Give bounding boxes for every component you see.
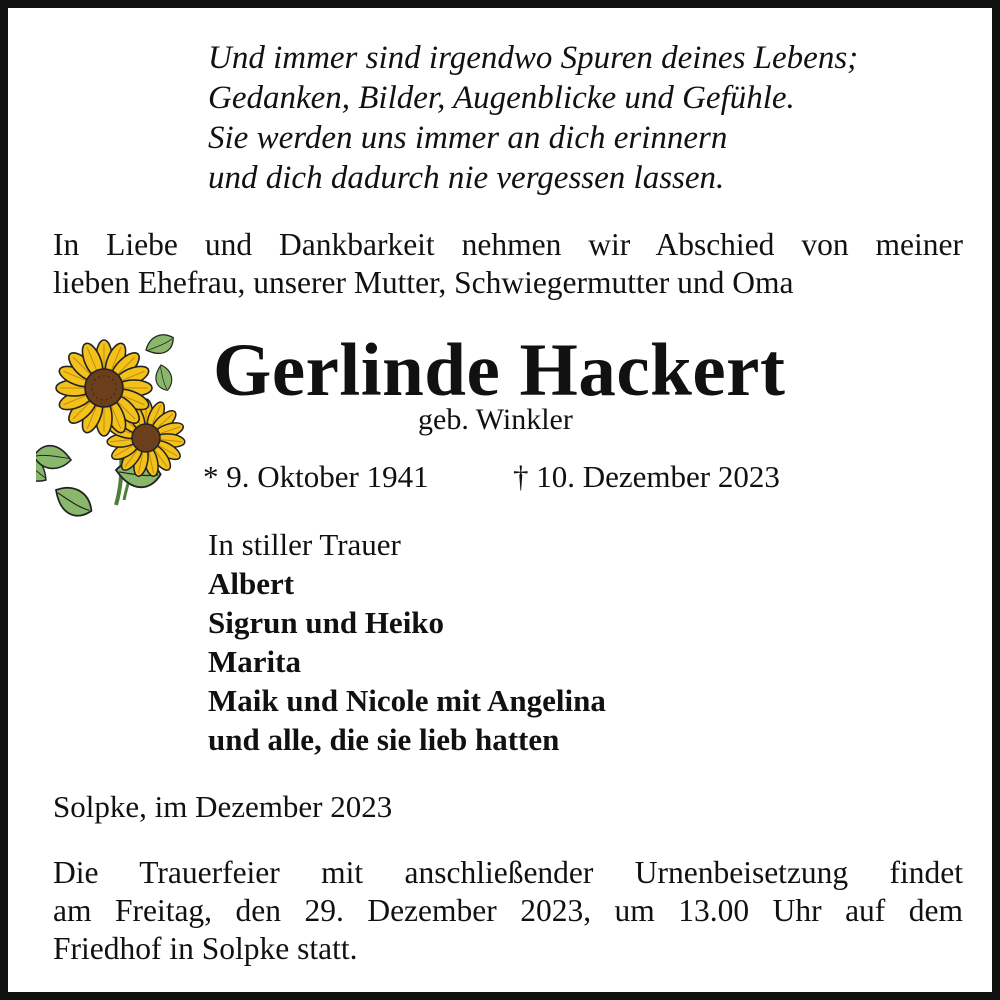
funeral-line: am Freitag, den 29. Dezember 2023, um 13.00 Uhr auf dem bbox=[53, 893, 963, 928]
intro-line: lieben Ehefrau, unserer Mutter, Schwiegermutter und Oma bbox=[53, 265, 794, 300]
mourner-name: Sigrun und Heiko bbox=[208, 605, 445, 640]
mourner-name: Albert bbox=[208, 566, 295, 601]
mourner-name: Maik und Nicole mit Angelina bbox=[208, 683, 606, 718]
poem bbox=[208, 38, 858, 198]
mourners-heading: In stiller Trauer bbox=[208, 527, 401, 562]
mourner-name: und alle, die sie lieb hatten bbox=[208, 722, 560, 757]
mourners-list bbox=[208, 525, 606, 759]
poem-line: und dich dadurch nie vergessen lassen. bbox=[208, 160, 725, 196]
intro-line: In Liebe und Dankbarkeit nehmen wir Abschied von meiner bbox=[53, 227, 963, 262]
funeral-info bbox=[53, 854, 963, 968]
funeral-line: Friedhof in Solpke statt. bbox=[53, 931, 358, 966]
poem-line: Gedanken, Bilder, Augenblicke und Gefühle. bbox=[208, 80, 795, 116]
maiden-name: geb. Winkler bbox=[418, 403, 573, 436]
life-dates bbox=[203, 458, 780, 496]
deceased-name: Gerlinde Hackert bbox=[213, 329, 786, 412]
sunflower-icon bbox=[36, 320, 196, 550]
intro-text bbox=[53, 226, 963, 302]
poem-line: Sie werden uns immer an dich erinnern bbox=[208, 120, 728, 156]
mourner-name: Marita bbox=[208, 644, 301, 679]
place-date: Solpke, im Dezember 2023 bbox=[53, 789, 393, 824]
death-date: † 10. Dezember 2023 bbox=[513, 459, 780, 494]
poem-line: Und immer sind irgendwo Spuren deines Lebens; bbox=[208, 40, 859, 76]
birth-date: * 9. Oktober 1941 bbox=[203, 459, 429, 494]
funeral-line: Die Trauerfeier mit anschließender Urnenbeisetzung findet bbox=[53, 855, 963, 890]
